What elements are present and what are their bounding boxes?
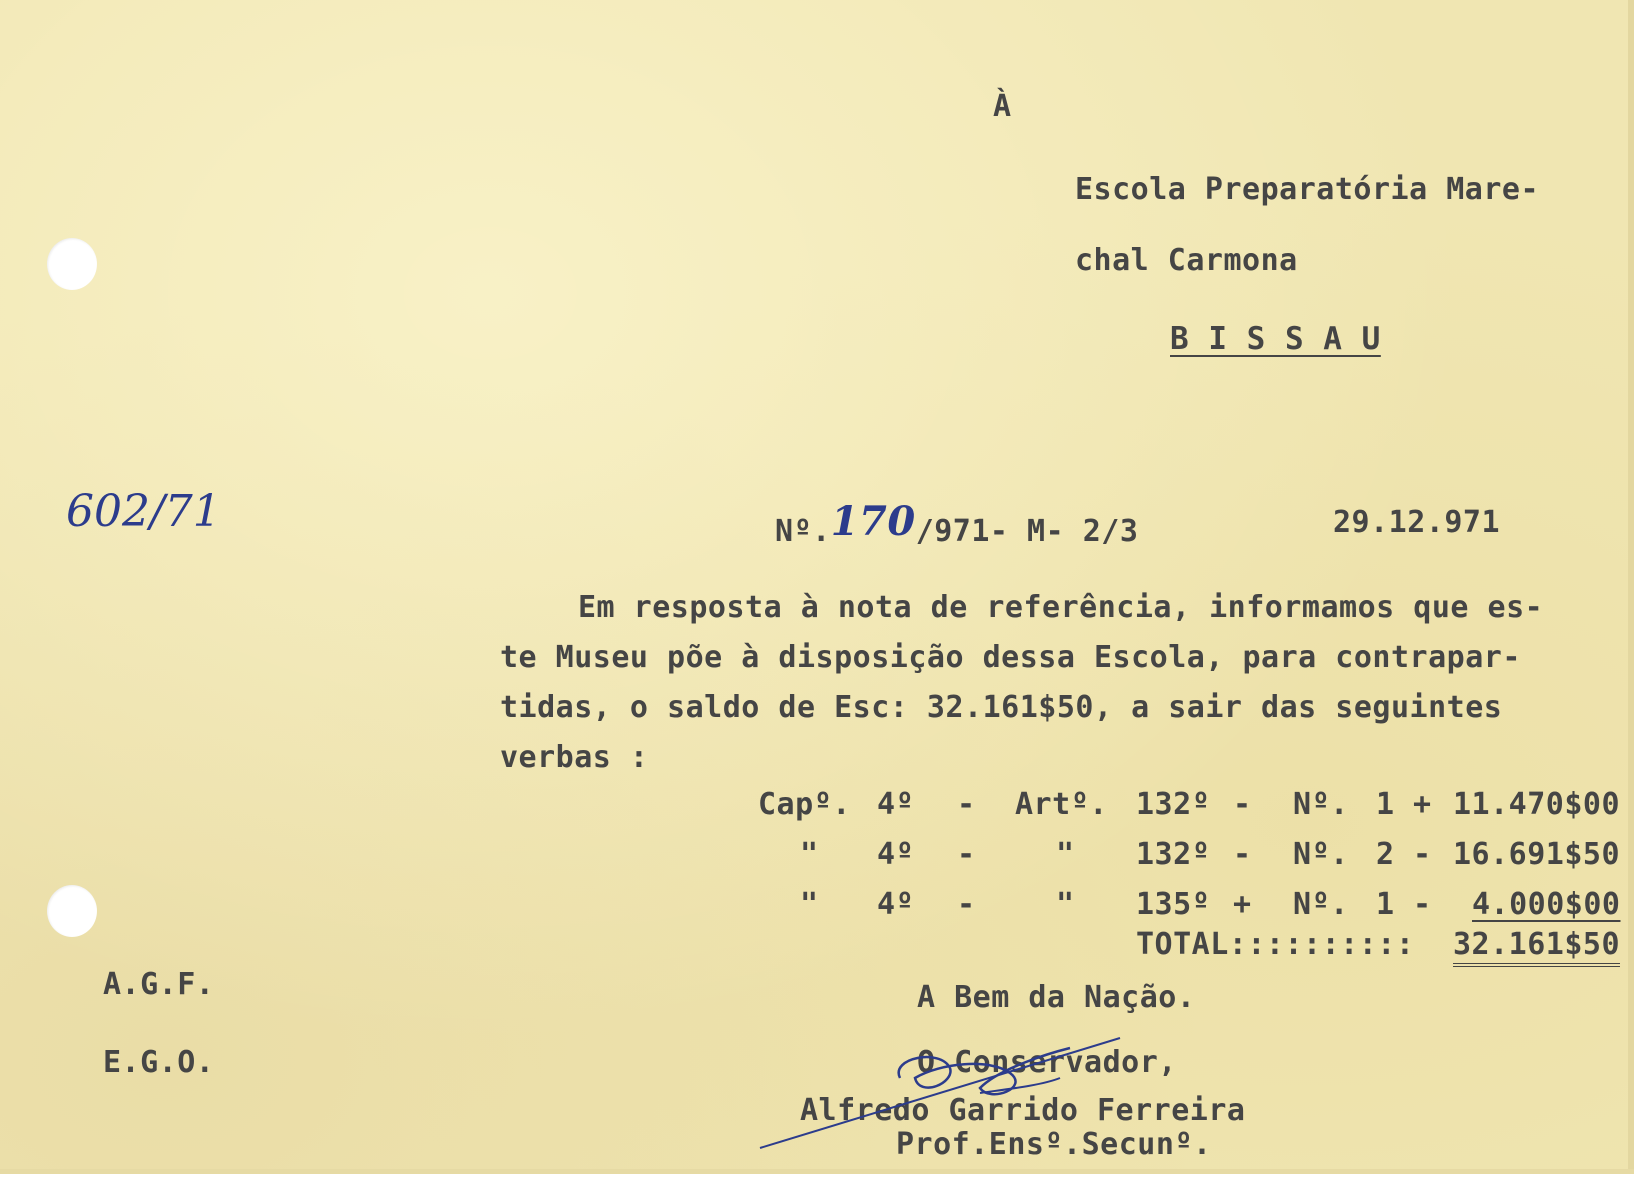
initials-line-1: A.G.F.	[103, 967, 215, 1002]
budget-art-number: 132º	[1136, 837, 1211, 872]
body-line-1: Em resposta à nota de referência, informamos que es-	[578, 590, 1544, 625]
budget-cap: Capº.	[758, 787, 851, 822]
signatory-position: Prof.Ensº.Secunº.	[896, 1127, 1212, 1162]
budget-separator-2: -	[1413, 887, 1432, 922]
budget-art: "	[1056, 887, 1075, 922]
reference-date: 29.12.971	[1333, 505, 1501, 540]
paper-edge	[1628, 0, 1634, 1174]
body-line-2: te Museu põe à disposição dessa Escola, para contrapar-	[500, 640, 1521, 675]
budget-no-number: 1	[1376, 787, 1395, 822]
paper-bottom-edge	[0, 1169, 1634, 1174]
body-line-4: verbas :	[500, 740, 649, 775]
reference-prefix: Nº.	[775, 514, 831, 549]
budget-no: Nº.	[1293, 887, 1349, 922]
punch-hole-top	[47, 238, 97, 290]
signatory-name: Alfredo Garrido Ferreira	[800, 1093, 1246, 1128]
closing-salutation: A Bem da Nação.	[917, 980, 1196, 1015]
budget-cap-number: 4º	[877, 787, 915, 822]
budget-separator-2: -	[1413, 837, 1432, 872]
margin-note-handwritten: 602/71	[66, 486, 221, 537]
reference-handwritten-number: 170	[830, 498, 916, 545]
budget-dash: -	[957, 887, 976, 922]
salutation-a: À	[993, 89, 1012, 124]
budget-amount: 11.470$00	[1453, 787, 1621, 822]
reference-suffix: /971- M- 2/3	[915, 514, 1139, 549]
budget-separator: -	[1233, 837, 1252, 872]
budget-art: "	[1056, 837, 1075, 872]
punch-hole-bottom	[47, 885, 97, 937]
addressee-line-2: chal Carmona	[1075, 243, 1298, 278]
budget-no: Nº.	[1293, 837, 1349, 872]
closing-title: O Conservador,	[917, 1045, 1177, 1080]
budget-dash: -	[957, 787, 976, 822]
budget-art-number: 132º	[1136, 787, 1211, 822]
body-line-3: tidas, o saldo de Esc: 32.161$50, a sair das seguintes	[500, 690, 1503, 725]
budget-amount: 4.000$00	[1472, 887, 1621, 922]
budget-total-label: TOTAL::::::::::	[1136, 927, 1415, 962]
addressee-line-1: Escola Preparatória Mare-	[1075, 172, 1540, 207]
budget-art-number: 135º	[1136, 887, 1211, 922]
reference-number	[775, 498, 1139, 549]
budget-cap: "	[800, 887, 819, 922]
budget-cap-number: 4º	[877, 837, 915, 872]
budget-cap-number: 4º	[877, 887, 915, 922]
budget-separator: -	[1233, 787, 1252, 822]
addressee-city: B I S S A U	[1170, 321, 1381, 357]
budget-separator: +	[1233, 887, 1252, 922]
budget-total-value: 32.161$50	[1453, 930, 1620, 967]
budget-no-number: 2	[1376, 837, 1395, 872]
budget-no: Nº.	[1293, 787, 1349, 822]
budget-separator-2: +	[1413, 787, 1432, 822]
budget-no-number: 1	[1376, 887, 1395, 922]
budget-cap: "	[800, 837, 819, 872]
handwritten-signature	[740, 1018, 1160, 1168]
initials-line-2: E.G.O.	[103, 1045, 215, 1080]
budget-art: Artº.	[1015, 787, 1108, 822]
budget-dash: -	[957, 837, 976, 872]
budget-amount: 16.691$50	[1453, 837, 1621, 872]
